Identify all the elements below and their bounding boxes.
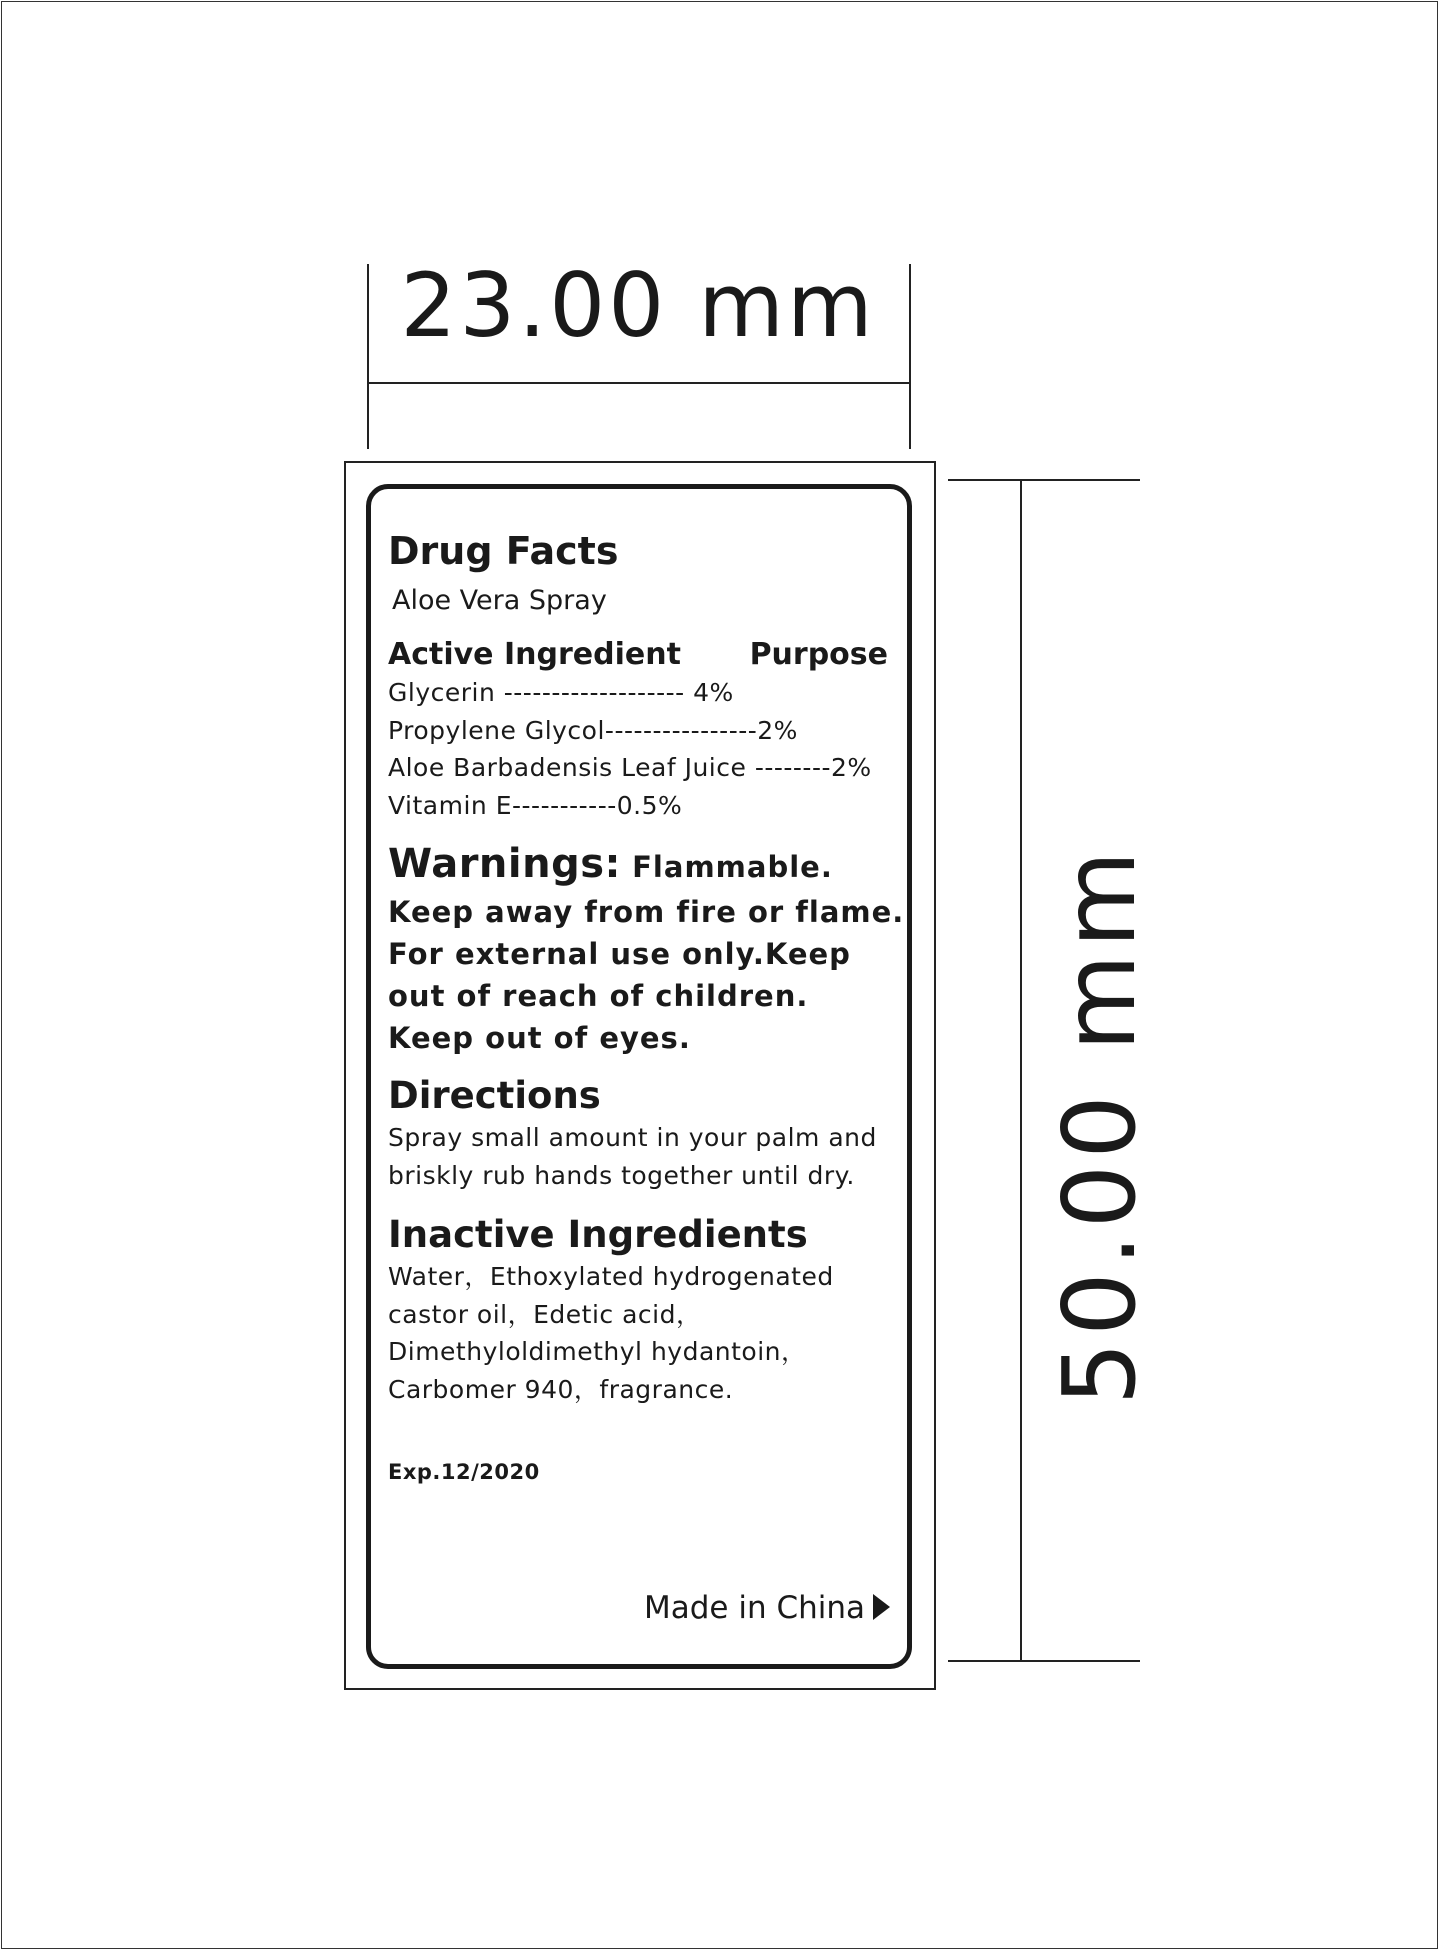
height-dim-bottom-tick: [948, 1660, 1140, 1662]
label-content: [388, 528, 908, 1486]
width-dimension-label: 23.00 mm: [400, 254, 876, 357]
warnings-first-line: [388, 840, 908, 891]
made-in-line: [560, 1588, 890, 1628]
warnings-text: Flammable.: [632, 850, 833, 884]
ingredient-line: Propylene Glycol----------------2%: [388, 715, 798, 745]
product-name: Aloe Vera Spray: [392, 585, 607, 616]
height-dimension-label: 50.00 mm: [1041, 844, 1158, 1406]
ingredient-line: Aloe Barbadensis Leaf Juice --------2%: [388, 753, 872, 782]
inactive-ingredients-text: Water，Ethoxylated hydrogenated: [388, 1262, 834, 1291]
drug-facts-title: Drug Facts: [388, 529, 619, 573]
purpose-header: Purpose: [749, 637, 888, 672]
warnings-heading: Warnings:: [388, 841, 622, 887]
directions-heading: Directions: [388, 1074, 601, 1117]
warnings-text: Keep out of eyes.: [388, 1021, 691, 1055]
warnings-text: out of reach of children.: [388, 979, 809, 1013]
width-dim-right-tick: [909, 264, 911, 449]
expiry-date: Exp.12/2020: [388, 1460, 540, 1484]
ingredient-line: Vitamin E-----------0.5%: [388, 790, 683, 820]
triangle-right-icon: [873, 1594, 890, 1620]
warnings-text: Keep away from fire or flame.: [388, 895, 905, 929]
inactive-ingredients-text: Carbomer 940，fragrance.: [388, 1374, 734, 1404]
made-in-text: Made in China: [643, 1590, 865, 1626]
directions-text: briskly rub hands together until dry.: [388, 1160, 855, 1190]
warnings-section: [388, 840, 908, 1059]
inactive-ingredients-heading: Inactive Ingredients: [388, 1213, 808, 1256]
inactive-ingredients-text: Dimethyloldimethyl hydantoin，: [388, 1337, 807, 1366]
active-ingredient-header-row: [388, 636, 888, 674]
active-ingredient-header: Active Ingredient: [388, 637, 681, 672]
height-dim-line: [1020, 479, 1022, 1662]
height-dim-top-tick: [948, 479, 1140, 481]
ingredient-list: [388, 674, 908, 824]
ingredient-line: Glycerin ------------------- 4%: [388, 678, 734, 707]
width-dim-line: [367, 382, 911, 384]
directions-text: Spray small amount in your palm and: [388, 1123, 877, 1152]
warnings-text: For external use only.Keep: [388, 937, 851, 971]
inactive-ingredients-text: castor oil，Edetic acid，: [388, 1299, 702, 1329]
